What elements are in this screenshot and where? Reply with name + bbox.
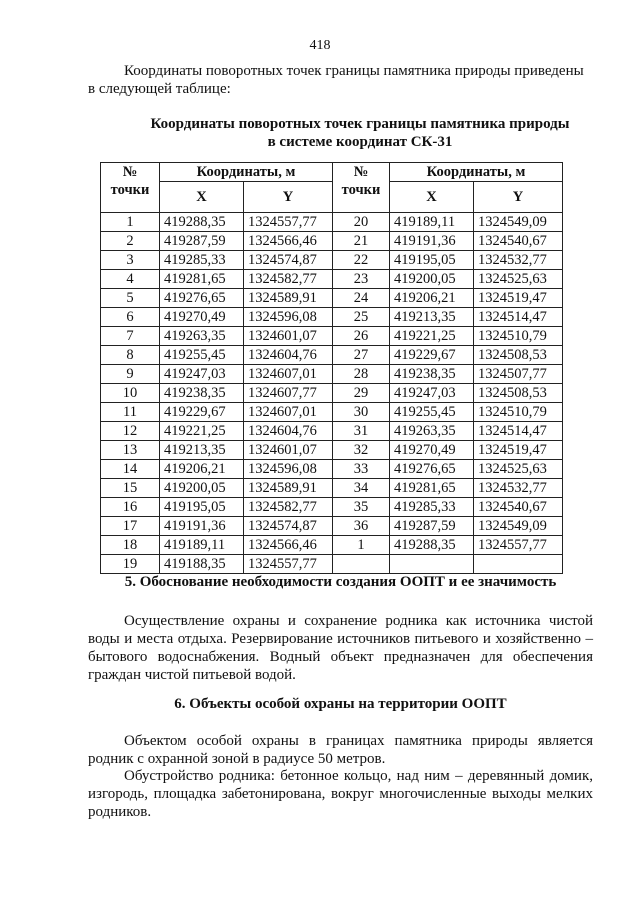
y-coordinate-cell: 1324532,77 bbox=[474, 479, 563, 498]
x-coordinate-cell: 419263,35 bbox=[390, 422, 474, 441]
table-row bbox=[101, 308, 563, 327]
x-coordinate-cell: 419281,65 bbox=[160, 270, 244, 289]
y-coordinate-cell: 1324566,46 bbox=[244, 536, 333, 555]
coordinates-table bbox=[100, 162, 563, 574]
point-number-cell: 3 bbox=[101, 251, 160, 270]
header-y-right: Y bbox=[474, 182, 563, 213]
point-number-cell: 7 bbox=[101, 327, 160, 346]
table-row bbox=[101, 517, 563, 536]
y-coordinate-cell: 1324574,87 bbox=[244, 517, 333, 536]
table-row bbox=[101, 327, 563, 346]
table-row bbox=[101, 289, 563, 308]
table-row bbox=[101, 213, 563, 232]
y-coordinate-cell: 1324549,09 bbox=[474, 517, 563, 536]
x-coordinate-cell: 419288,35 bbox=[160, 213, 244, 232]
point-number-cell: 9 bbox=[101, 365, 160, 384]
point-number-cell: 30 bbox=[333, 403, 390, 422]
y-coordinate-cell: 1324601,07 bbox=[244, 327, 333, 346]
x-coordinate-cell: 419238,35 bbox=[160, 384, 244, 403]
y-coordinate-cell: 1324532,77 bbox=[474, 251, 563, 270]
x-coordinate-cell: 419221,25 bbox=[390, 327, 474, 346]
point-number-cell: 1 bbox=[101, 213, 160, 232]
y-coordinate-cell: 1324540,67 bbox=[474, 232, 563, 251]
x-coordinate-cell bbox=[390, 555, 474, 574]
section6-title: 6. Объекты особой охраны на территории ООПТ bbox=[174, 696, 507, 712]
x-coordinate-cell: 419229,67 bbox=[160, 403, 244, 422]
table-row bbox=[101, 422, 563, 441]
section6-paragraph1: Объектом особой охраны в границах памятника природы является родник с охранной зоной в радиусе 50 метров. bbox=[88, 733, 593, 767]
header-point-number-right: № точки bbox=[333, 163, 390, 213]
x-coordinate-cell: 419276,65 bbox=[390, 460, 474, 479]
table-row bbox=[101, 555, 563, 574]
y-coordinate-cell: 1324525,63 bbox=[474, 270, 563, 289]
y-coordinate-cell: 1324601,07 bbox=[244, 441, 333, 460]
x-coordinate-cell: 419247,03 bbox=[160, 365, 244, 384]
x-coordinate-cell: 419221,25 bbox=[160, 422, 244, 441]
point-number-cell: 14 bbox=[101, 460, 160, 479]
y-coordinate-cell: 1324607,77 bbox=[244, 384, 333, 403]
x-coordinate-cell: 419285,33 bbox=[160, 251, 244, 270]
table-row bbox=[101, 251, 563, 270]
table-row bbox=[101, 441, 563, 460]
point-number-cell: 20 bbox=[333, 213, 390, 232]
point-number-cell: 5 bbox=[101, 289, 160, 308]
point-number-cell: 27 bbox=[333, 346, 390, 365]
y-coordinate-cell: 1324557,77 bbox=[244, 213, 333, 232]
y-coordinate-cell: 1324510,79 bbox=[474, 327, 563, 346]
x-coordinate-cell: 419213,35 bbox=[160, 441, 244, 460]
point-number-cell: 28 bbox=[333, 365, 390, 384]
x-coordinate-cell: 419189,11 bbox=[160, 536, 244, 555]
header-point-number-left: № точки bbox=[101, 163, 160, 213]
point-number-cell: 22 bbox=[333, 251, 390, 270]
header-x-right: X bbox=[390, 182, 474, 213]
point-number-cell: 23 bbox=[333, 270, 390, 289]
y-coordinate-cell: 1324607,01 bbox=[244, 365, 333, 384]
y-coordinate-cell: 1324519,47 bbox=[474, 289, 563, 308]
x-coordinate-cell: 419288,35 bbox=[390, 536, 474, 555]
point-number-cell: 19 bbox=[101, 555, 160, 574]
point-number-cell: 10 bbox=[101, 384, 160, 403]
y-coordinate-cell bbox=[474, 555, 563, 574]
x-coordinate-cell: 419287,59 bbox=[390, 517, 474, 536]
point-number-cell: 29 bbox=[333, 384, 390, 403]
table-row bbox=[101, 346, 563, 365]
point-number-cell: 21 bbox=[333, 232, 390, 251]
point-number-cell: 17 bbox=[101, 517, 160, 536]
x-coordinate-cell: 419188,35 bbox=[160, 555, 244, 574]
table-row bbox=[101, 498, 563, 517]
y-coordinate-cell: 1324604,76 bbox=[244, 422, 333, 441]
y-coordinate-cell: 1324519,47 bbox=[474, 441, 563, 460]
table-row bbox=[101, 460, 563, 479]
table-row bbox=[101, 365, 563, 384]
header-coordinates-left: Координаты, м bbox=[160, 163, 333, 182]
point-number-cell: 1 bbox=[333, 536, 390, 555]
y-coordinate-cell: 1324510,79 bbox=[474, 403, 563, 422]
header-x-left: X bbox=[160, 182, 244, 213]
x-coordinate-cell: 419270,49 bbox=[390, 441, 474, 460]
y-coordinate-cell: 1324557,77 bbox=[244, 555, 333, 574]
point-number-cell: 25 bbox=[333, 308, 390, 327]
x-coordinate-cell: 419255,45 bbox=[160, 346, 244, 365]
y-coordinate-cell: 1324582,77 bbox=[244, 498, 333, 517]
x-coordinate-cell: 419287,59 bbox=[160, 232, 244, 251]
section5-title: 5. Обоснование необходимости создания ООПТ и ее значимость bbox=[124, 574, 557, 590]
y-coordinate-cell: 1324507,77 bbox=[474, 365, 563, 384]
table-header-row bbox=[101, 163, 563, 182]
x-coordinate-cell: 419229,67 bbox=[390, 346, 474, 365]
x-coordinate-cell: 419195,05 bbox=[160, 498, 244, 517]
y-coordinate-cell: 1324582,77 bbox=[244, 270, 333, 289]
y-coordinate-cell: 1324574,87 bbox=[244, 251, 333, 270]
x-coordinate-cell: 419213,35 bbox=[390, 308, 474, 327]
point-number-cell: 34 bbox=[333, 479, 390, 498]
x-coordinate-cell: 419281,65 bbox=[390, 479, 474, 498]
section6-paragraph2: Обустройство родника: бетонное кольцо, над ним – деревянный домик, изгородь, площадка забетонирована, вокруг многочисленные выходы мелких родников. bbox=[88, 768, 593, 820]
table-title-line2: в системе координат СК-31 bbox=[267, 134, 453, 150]
section5-paragraph: Осуществление охраны и сохранение родника как источника чистой воды и места отдыха. Резервирование источников питьевого и хозяйственно – бытового водоснабжения. Водный объект предназначен для обеспечения граждан чистой питьевой водой. bbox=[88, 613, 593, 683]
table-title-line1: Координаты поворотных точек границы памятника природы bbox=[150, 116, 570, 132]
page-number: 418 bbox=[309, 38, 331, 53]
point-number-cell: 24 bbox=[333, 289, 390, 308]
x-coordinate-cell: 419247,03 bbox=[390, 384, 474, 403]
y-coordinate-cell: 1324514,47 bbox=[474, 308, 563, 327]
point-number-cell: 18 bbox=[101, 536, 160, 555]
header-y-left: Y bbox=[244, 182, 333, 213]
point-number-cell: 2 bbox=[101, 232, 160, 251]
table-row bbox=[101, 384, 563, 403]
point-number-cell: 31 bbox=[333, 422, 390, 441]
point-number-cell: 12 bbox=[101, 422, 160, 441]
x-coordinate-cell: 419270,49 bbox=[160, 308, 244, 327]
x-coordinate-cell: 419191,36 bbox=[390, 232, 474, 251]
point-number-cell: 13 bbox=[101, 441, 160, 460]
point-number-cell bbox=[333, 555, 390, 574]
table-row bbox=[101, 403, 563, 422]
y-coordinate-cell: 1324589,91 bbox=[244, 479, 333, 498]
point-number-cell: 33 bbox=[333, 460, 390, 479]
x-coordinate-cell: 419206,21 bbox=[390, 289, 474, 308]
y-coordinate-cell: 1324596,08 bbox=[244, 308, 333, 327]
table-row bbox=[101, 270, 563, 289]
x-coordinate-cell: 419255,45 bbox=[390, 403, 474, 422]
point-number-cell: 11 bbox=[101, 403, 160, 422]
table-title bbox=[100, 115, 620, 151]
table-body bbox=[101, 213, 563, 574]
y-coordinate-cell: 1324549,09 bbox=[474, 213, 563, 232]
point-number-cell: 35 bbox=[333, 498, 390, 517]
y-coordinate-cell: 1324557,77 bbox=[474, 536, 563, 555]
y-coordinate-cell: 1324514,47 bbox=[474, 422, 563, 441]
x-coordinate-cell: 419238,35 bbox=[390, 365, 474, 384]
x-coordinate-cell: 419206,21 bbox=[160, 460, 244, 479]
x-coordinate-cell: 419200,05 bbox=[390, 270, 474, 289]
x-coordinate-cell: 419263,35 bbox=[160, 327, 244, 346]
point-number-cell: 6 bbox=[101, 308, 160, 327]
x-coordinate-cell: 419200,05 bbox=[160, 479, 244, 498]
point-number-cell: 26 bbox=[333, 327, 390, 346]
y-coordinate-cell: 1324566,46 bbox=[244, 232, 333, 251]
x-coordinate-cell: 419195,05 bbox=[390, 251, 474, 270]
y-coordinate-cell: 1324540,67 bbox=[474, 498, 563, 517]
table-row bbox=[101, 232, 563, 251]
y-coordinate-cell: 1324508,53 bbox=[474, 384, 563, 403]
y-coordinate-cell: 1324607,01 bbox=[244, 403, 333, 422]
y-coordinate-cell: 1324525,63 bbox=[474, 460, 563, 479]
point-number-cell: 32 bbox=[333, 441, 390, 460]
x-coordinate-cell: 419191,36 bbox=[160, 517, 244, 536]
table-subheader-row bbox=[101, 182, 563, 213]
table-row bbox=[101, 479, 563, 498]
point-number-cell: 36 bbox=[333, 517, 390, 536]
point-number-cell: 8 bbox=[101, 346, 160, 365]
y-coordinate-cell: 1324604,76 bbox=[244, 346, 333, 365]
y-coordinate-cell: 1324589,91 bbox=[244, 289, 333, 308]
table-row bbox=[101, 536, 563, 555]
x-coordinate-cell: 419276,65 bbox=[160, 289, 244, 308]
point-number-cell: 15 bbox=[101, 479, 160, 498]
point-number-cell: 4 bbox=[101, 270, 160, 289]
y-coordinate-cell: 1324508,53 bbox=[474, 346, 563, 365]
header-coordinates-right: Координаты, м bbox=[390, 163, 563, 182]
x-coordinate-cell: 419189,11 bbox=[390, 213, 474, 232]
y-coordinate-cell: 1324596,08 bbox=[244, 460, 333, 479]
x-coordinate-cell: 419285,33 bbox=[390, 498, 474, 517]
intro-paragraph: Координаты поворотных точек границы памятника природы приведены в следующей таблице: bbox=[88, 63, 584, 97]
point-number-cell: 16 bbox=[101, 498, 160, 517]
